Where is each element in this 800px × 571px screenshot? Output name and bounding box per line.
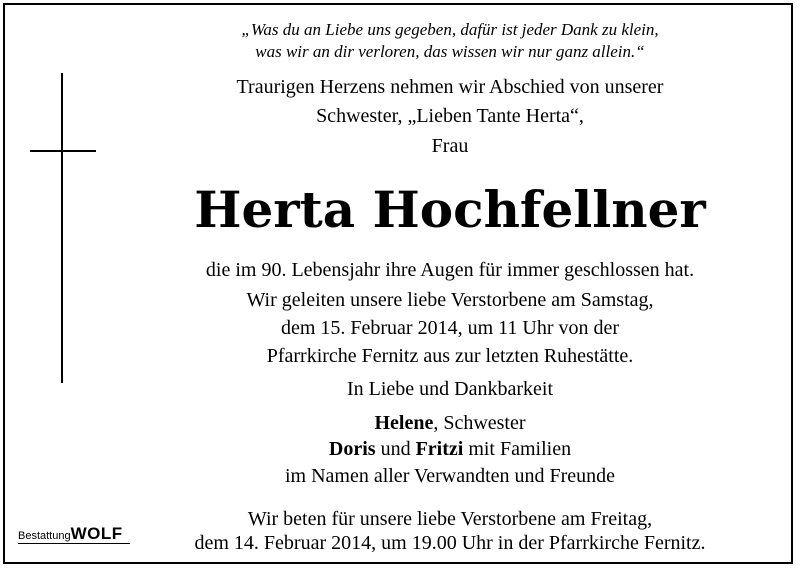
details-line-4: Pfarrkirche Fernitz aus zur letzten Ruhestätte. bbox=[266, 345, 634, 367]
intro-line-3: Frau bbox=[431, 135, 469, 157]
mourner-families: mit Familien bbox=[463, 438, 572, 460]
details-line-2: Wir geleiten unsere liebe Verstorbene am Samstag, bbox=[246, 289, 654, 311]
details-line-1: die im 90. Lebensjahr ihre Augen für immer geschlossen hat. bbox=[205, 259, 695, 281]
mourner-helene-name: Helene bbox=[374, 412, 434, 434]
mourner-und: und bbox=[375, 438, 416, 460]
funeral-home-logo bbox=[18, 524, 133, 546]
prayer-line-2: dem 14. Februar 2014, um 19.00 Uhr in der Pfarrkirche Fernitz. bbox=[194, 532, 706, 554]
cross-icon-vertical bbox=[61, 73, 63, 383]
mourner-fritzi-name: Fritzi bbox=[415, 438, 464, 460]
mourner-doris-name: Doris bbox=[328, 438, 376, 460]
intro-line-1: Traurigen Herzens nehmen wir Abschied von unserer bbox=[236, 76, 664, 98]
logo-small-text: Bestattung bbox=[18, 530, 71, 542]
mourner-helene-relation: , Schwester bbox=[433, 412, 526, 434]
quote-line-1: „Was du an Liebe uns gegeben, dafür ist jeder Dank zu klein, bbox=[241, 20, 659, 39]
logo-underline bbox=[18, 543, 130, 544]
prayer-line-1: Wir beten für unsere liebe Verstorbene am Freitag, bbox=[247, 508, 653, 530]
intro-line-2: Schwester, „Lieben Tante Herta“, bbox=[316, 105, 584, 127]
deceased-name: Herta Hochfellner bbox=[194, 180, 706, 239]
mourner-doris-fritzi bbox=[110, 437, 790, 462]
cross-icon-horizontal bbox=[30, 150, 96, 152]
details-line-5: In Liebe und Dankbarkeit bbox=[346, 378, 554, 400]
mourner-helene bbox=[110, 411, 790, 436]
mourner-relatives: im Namen aller Verwandten und Freunde bbox=[284, 465, 616, 487]
logo-big-text: WOLF bbox=[70, 524, 123, 543]
quote-line-2: was wir an dir verloren, das wissen wir nur ganz allein.“ bbox=[255, 42, 645, 61]
details-line-3: dem 15. Februar 2014, um 11 Uhr von der bbox=[280, 317, 620, 339]
